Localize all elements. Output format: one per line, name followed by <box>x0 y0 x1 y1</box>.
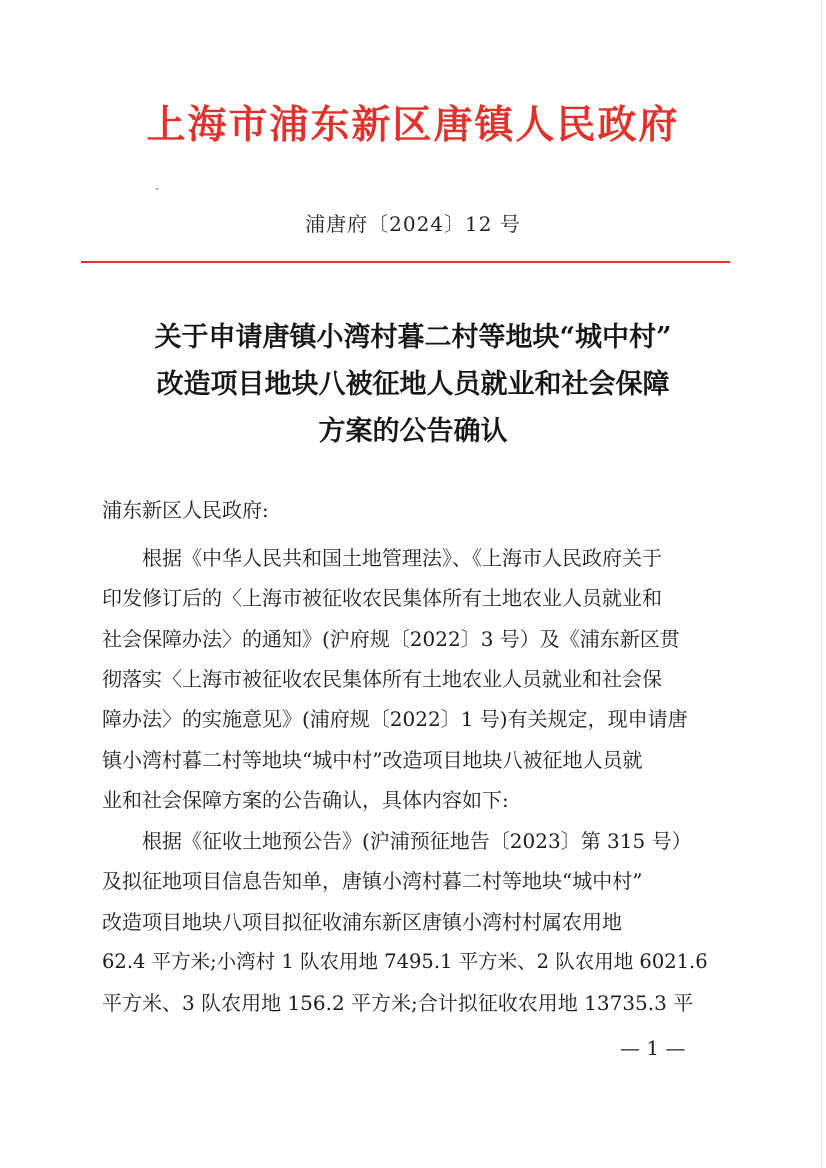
document-number: 浦唐府〔2024〕12 号 <box>305 212 521 236</box>
body-line: 改造项目地块八项目拟征收浦东新区唐镇小湾村村属农用地 <box>102 910 622 934</box>
salutation: 浦东新区人民政府: <box>102 498 269 522</box>
body-line: 及拟征地项目信息告知单，唐镇小湾村暮二村等地块“城中村” <box>102 869 643 893</box>
body-line: 镇小湾村暮二村等地块“城中村”改造项目地块八被征地人员就 <box>102 748 643 772</box>
body-line: 平方米、3 队农用地 156.2 平方米;合计拟征收农用地 13735.3 平 <box>102 991 694 1015</box>
body-line: 印发修订后的〈上海市被征收农民集体所有土地农业人员就业和 <box>102 586 662 610</box>
scan-edge-line <box>821 0 822 1168</box>
body-line: 障办法〉的实施意见》(浦府规〔2022〕1 号)有关规定，现申请唐 <box>102 707 688 731</box>
title-line-3: 方案的公告确认 <box>318 416 508 447</box>
body-line: 社会保障办法〉的通知》(沪府规〔2022〕3 号）及《浦东新区贯 <box>102 627 680 651</box>
red-divider-line <box>81 261 730 263</box>
body-line: 62.4 平方米;小湾村 1 队农用地 7495.1 平方米、2 队农用地 6021.6 <box>102 950 708 973</box>
body-line: 根据《征收土地预公告》(沪浦预征地告〔2023〕第 315 号） <box>102 829 692 853</box>
scan-speck <box>156 188 158 190</box>
title-line-1: 关于申请唐镇小湾村暮二村等地块“城中村” <box>154 322 672 353</box>
document-title <box>60 314 766 455</box>
page-number: — 1 — <box>620 1036 686 1060</box>
body-line: 业和社会保障方案的公告确认，具体内容如下: <box>102 788 509 812</box>
body-line: 彻落实〈上海市被征收农民集体所有土地农业人员就业和社会保 <box>102 667 662 691</box>
body-line: 根据《中华人民共和国土地管理法》、《上海市人民政府关于 <box>102 546 662 570</box>
title-line-2: 改造项目地块八被征地人员就业和社会保障 <box>156 369 670 400</box>
issuing-authority-header: 上海市浦东新区唐镇人民政府 <box>146 102 680 148</box>
